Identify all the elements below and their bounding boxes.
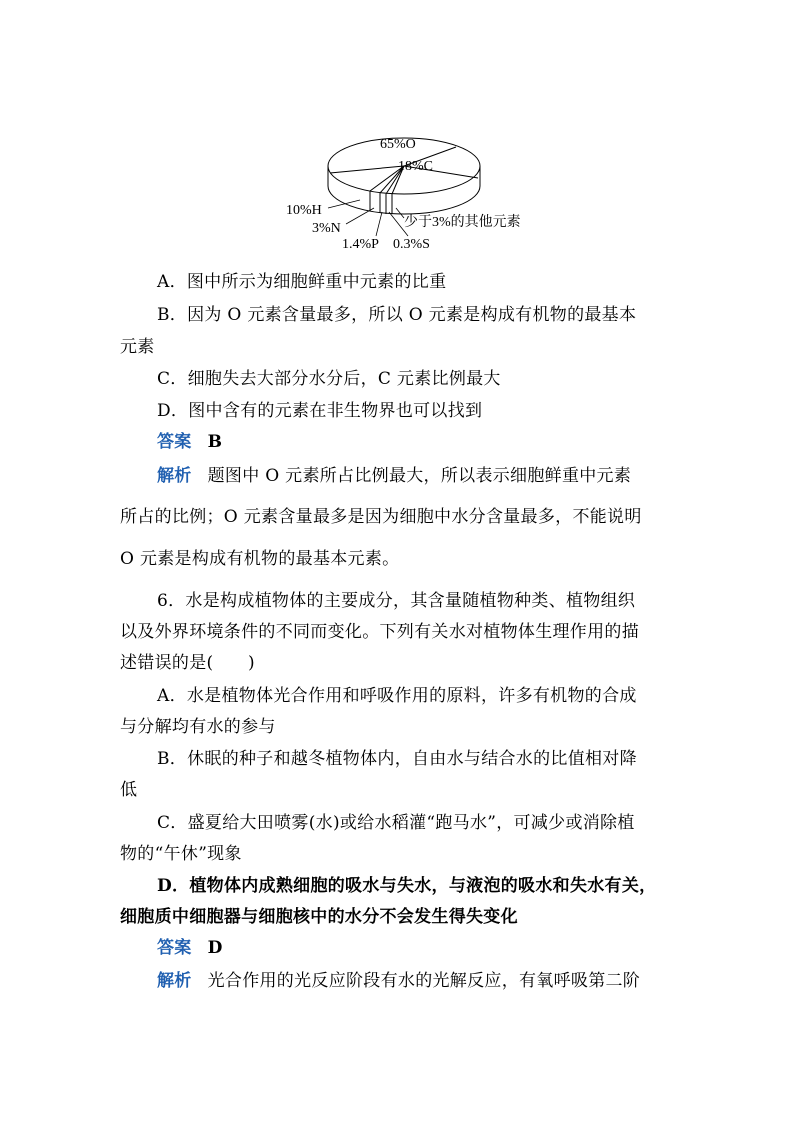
q6-option-a-line2: 与分解均有水的参与 [120,717,276,737]
q5-option-b-line2: 元素 [120,337,155,357]
q6-stem-line1: 6．水是构成植物体的主要成分，其含量随植物种类、植物组织 [157,591,636,611]
leader-h [328,200,360,208]
q5-option-c: C．细胞失去大部分水分后，C 元素比例最大 [157,369,501,389]
q5-analysis-line2: 所占的比例；O 元素含量最多是因为细胞中水分含量最多，不能说明 [120,507,642,527]
q5-answer-row [157,431,680,453]
q5-option-d: D．图中含有的元素在非生物界也可以找到 [157,401,483,421]
label-carbon: 18%C [398,159,433,174]
q5-analysis-label: 解析 [157,466,192,486]
q5-option-b-line1: B．因为 O 元素含量最多，所以 O 元素是构成有机物的最基本 [157,305,637,325]
q6-option-c-line2: 物的“午休”现象 [120,844,242,864]
q6-answer-row [157,937,680,959]
q5-answer-value: B [207,432,223,452]
q6-option-c-line1: C．盛夏给大田喷雾(水)或给水稻灌“跑马水”，可减少或消除植 [157,813,635,833]
q6-stem-line3: 述错误的是( ) [120,653,255,673]
q6-option-d-line2: 细胞质中细胞器与细胞核中的水分不会发生得失变化 [120,907,518,927]
label-nitrogen: 3%N [312,221,341,236]
q5-analysis-line1 [157,465,680,487]
q6-option-b-line2: 低 [120,780,138,800]
leader-other [396,208,404,218]
pie-chart-svg [270,128,570,254]
label-sulfur: 0.3%S [393,237,430,252]
leader-n [346,208,374,224]
q5-analysis-text-1: 题图中 O 元素所占比例最大，所以表示细胞鲜重中元素 [207,466,632,486]
q6-analysis-label: 解析 [157,971,192,991]
label-hydrogen: 10%H [286,203,322,218]
q6-stem-line2: 以及外界环境条件的不同而变化。下列有关水对植物体生理作用的描 [120,622,639,642]
leader-p [376,212,382,236]
label-oxygen: 65%O [380,137,416,152]
q6-answer-label: 答案 [157,938,192,958]
q5-answer-label: 答案 [157,432,192,452]
q6-option-d-line1: D．植物体内成熟细胞的吸水与失水，与液泡的吸水和失水有关， [157,876,657,896]
label-phosphorus: 1.4%P [342,237,379,252]
q6-option-b-line1: B．休眠的种子和越冬植物体内，自由水与结合水的比值相对降 [157,749,637,769]
q5-analysis-line3: O 元素是构成有机物的最基本元素。 [120,549,400,569]
label-other-elements: 少于3%的其他元素 [404,215,521,230]
element-pie-chart [270,128,570,254]
q6-analysis-text-1: 光合作用的光反应阶段有水的光解反应，有氧呼吸第二阶 [207,971,641,991]
q6-answer-value: D [207,938,223,958]
q6-option-a-line1: A．水是植物体光合作用和呼吸作用的原料，许多有机物的合成 [157,686,637,706]
q5-option-a: A．图中所示为细胞鲜重中元素的比重 [157,272,447,292]
q6-analysis-line1 [157,970,680,992]
